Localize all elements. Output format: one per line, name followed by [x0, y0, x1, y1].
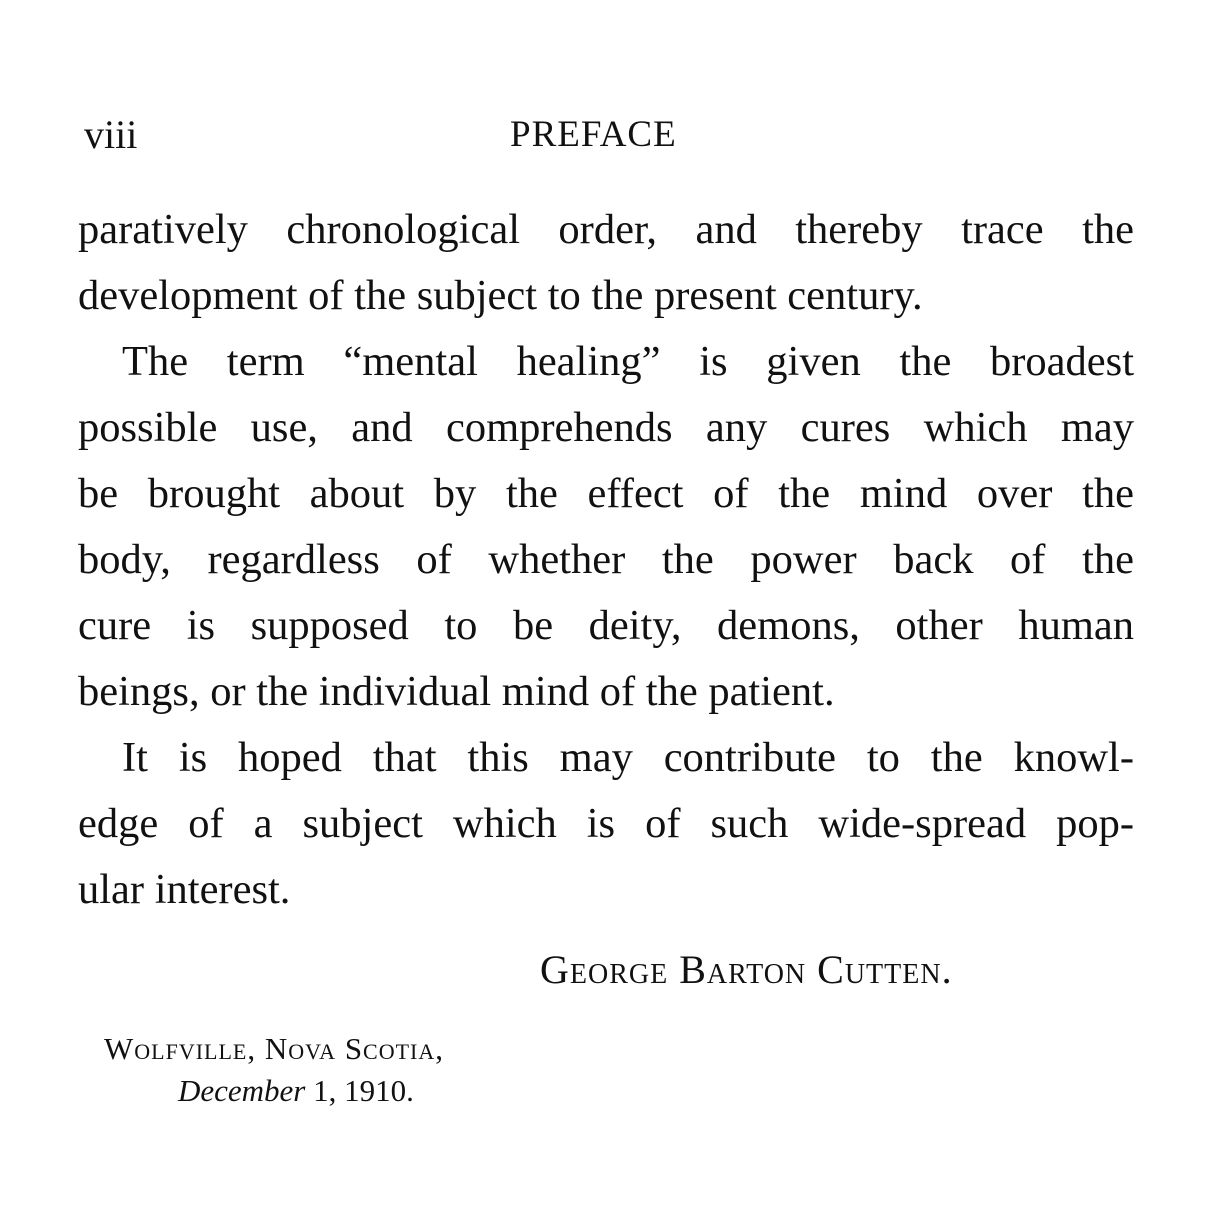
- text-line: The term “mental healing” is given the broadest: [122, 338, 1134, 385]
- text-line: possible use, and comprehends any cures which may: [78, 404, 1134, 451]
- preface-body: [78, 197, 1134, 923]
- author-signature: George Barton Cutten.: [540, 947, 953, 992]
- text-line: paratively chronological order, and thereby trace the: [78, 206, 1134, 253]
- text-line: be brought about by the effect of the mind over the: [78, 470, 1134, 517]
- running-title: PREFACE: [510, 114, 677, 155]
- dateline-place: Wolfville, Nova Scotia,: [104, 1031, 445, 1066]
- paragraph-mental-healing: [78, 329, 1134, 725]
- page-header: [0, 110, 1224, 160]
- text-line: It is hoped that this may contribute to the knowl-: [122, 734, 1134, 781]
- text-line: beings, or the individual mind of the patient.: [78, 668, 835, 715]
- text-line: body, regardless of whether the power back of the: [78, 536, 1134, 583]
- paragraph-hope: [78, 725, 1134, 923]
- paragraph-continuation: [78, 197, 1134, 329]
- page-number: viii: [84, 112, 138, 157]
- text-line: cure is supposed to be deity, demons, other human: [78, 602, 1134, 649]
- dateline-month: December: [178, 1073, 306, 1108]
- text-line: edge of a subject which is of such wide-spread pop-: [78, 800, 1134, 847]
- dateline-date: [178, 1067, 414, 1115]
- text-line: development of the subject to the present century.: [78, 272, 923, 319]
- text-line: ular interest.: [78, 866, 291, 913]
- dateline-day-year: 1, 1910.: [313, 1073, 414, 1108]
